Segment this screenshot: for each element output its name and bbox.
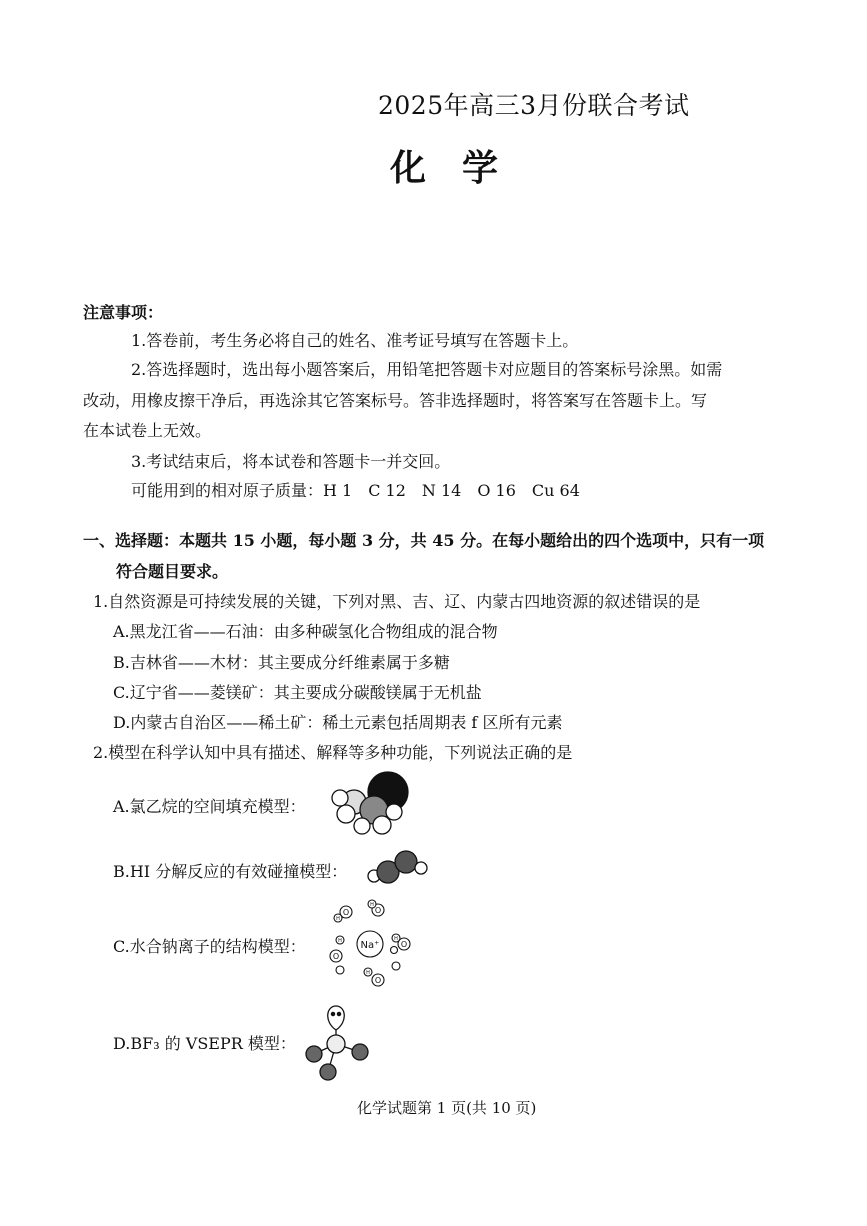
- hydrogen-atom-label: H: [338, 938, 342, 944]
- hydrated-sodium-ion-model-image: [324, 898, 424, 993]
- hi-collision-model-image: [366, 848, 436, 888]
- question-2-option-b: B.HI 分解反应的有效碰撞模型：: [113, 862, 348, 881]
- oxygen-atom-label: O: [400, 940, 408, 949]
- sodium-ion-label: Na⁺: [360, 940, 380, 951]
- exam-title: 2025年高三3月份联合考试: [378, 91, 690, 120]
- hydrogen-atom-label: H: [394, 936, 398, 942]
- notice-line-2: 2.答选择题时，选出每小题答案后，用铅笔把答题卡对应题目的答案标号涂黑。如需: [131, 360, 723, 379]
- atomic-mass-line: 可能用到的相对原子质量：H 1 C 12 N 14 O 16 Cu 64: [131, 481, 580, 500]
- hydrogen-atom-label: H: [366, 970, 370, 976]
- question-1-option-b: B.吉林省——木材：其主要成分纤维素属于多糖: [113, 653, 450, 672]
- notice-line-4: 在本试卷上无效。: [83, 421, 212, 440]
- hydrogen-atom-label: H: [370, 902, 374, 908]
- section-heading-line-2: 符合题目要求。: [116, 562, 229, 581]
- subject-title: 化学: [390, 147, 535, 189]
- question-2-option-a: A.氯乙烷的空间填充模型：: [113, 797, 306, 816]
- bf3-vsepr-model-image: [300, 1000, 380, 1085]
- question-2-stem: 2.模型在科学认知中具有描述、解释等多种功能，下列说法正确的是: [93, 743, 573, 762]
- notice-line-5: 3.考试结束后，将本试卷和答题卡一并交回。: [131, 452, 451, 471]
- oxygen-atom-label: O: [374, 976, 382, 985]
- notice-line-3: 改动，用橡皮擦干净后，再选涂其它答案标号。答非选择题时，将答案写在答题卡上。写: [83, 391, 708, 410]
- question-1-option-d: D.内蒙古自治区——稀土矿：稀土元素包括周期表 f 区所有元素: [113, 713, 563, 732]
- notice-heading: 注意事项：: [83, 303, 164, 322]
- chloroethane-space-filling-model-image: [326, 770, 436, 840]
- question-1-option-a: A.黑龙江省——石油：由多种碳氢化合物组成的混合物: [113, 622, 498, 641]
- question-1-option-c: C.辽宁省——菱镁矿：其主要成分碳酸镁属于无机盐: [113, 683, 482, 702]
- section-heading-line-1: 一、选择题：本题共 15 小题，每小题 3 分，共 45 分。在每小题给出的四个选项中，只有一项: [83, 531, 765, 550]
- hydrogen-atom-label: H: [336, 916, 340, 922]
- notice-line-1: 1.答卷前，考生务必将自己的姓名、准考证号填写在答题卡上。: [131, 331, 579, 350]
- question-2-option-d: D.BF₃ 的 VSEPR 模型：: [113, 1034, 296, 1053]
- oxygen-atom-label: O: [332, 952, 340, 961]
- question-1-stem: 1.自然资源是可持续发展的关键，下列对黑、吉、辽、内蒙古四地资源的叙述错误的是: [93, 592, 701, 611]
- page-footer: 化学试题第 1 页(共 10 页): [357, 1099, 537, 1117]
- question-2-option-c: C.水合钠离子的结构模型：: [113, 937, 306, 956]
- oxygen-atom-label: O: [342, 908, 350, 917]
- oxygen-atom-label: O: [374, 906, 382, 915]
